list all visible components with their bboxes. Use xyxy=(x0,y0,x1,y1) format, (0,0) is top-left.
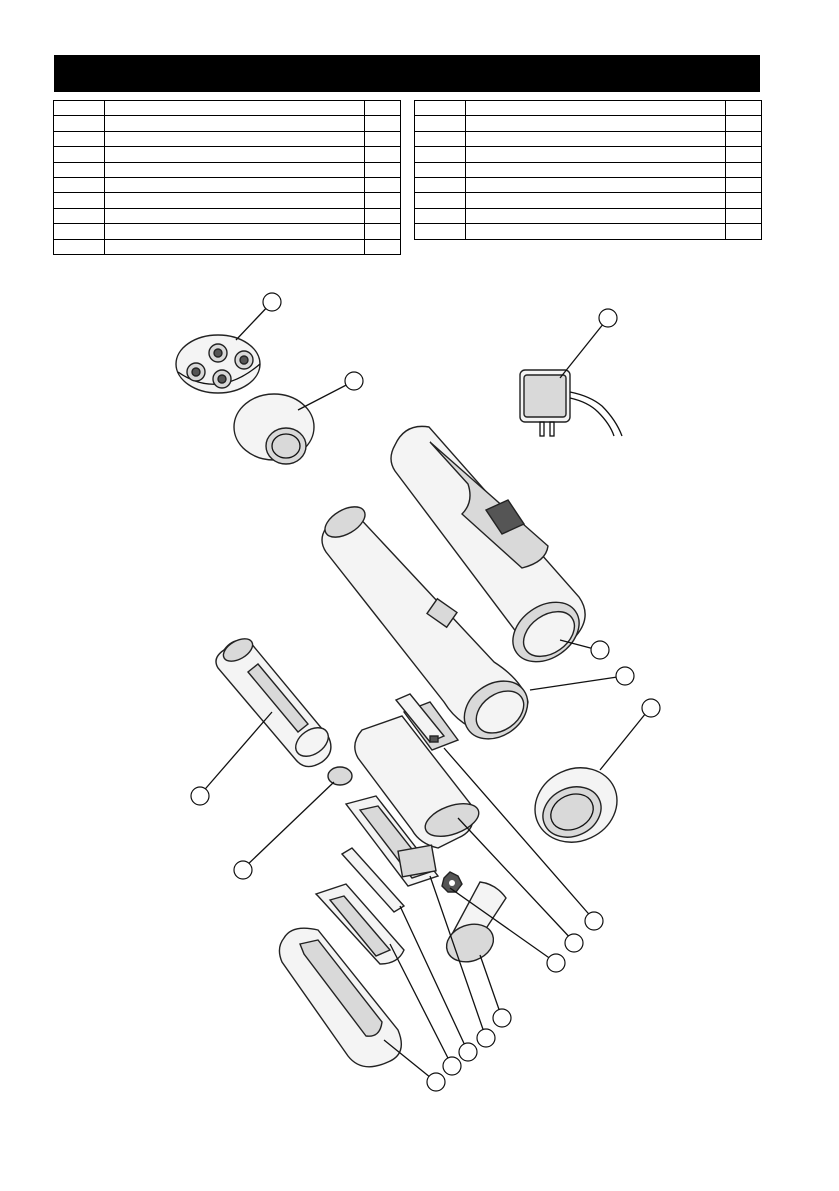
parts-cell-no xyxy=(54,147,105,162)
battery-sleeve xyxy=(216,634,334,766)
parts-cell-qty xyxy=(365,131,401,146)
parts-cell-no xyxy=(54,116,105,131)
chassis-callout xyxy=(585,912,603,930)
parts-cell-qty xyxy=(365,177,401,192)
parts-cell-desc xyxy=(105,101,365,116)
parts-cell-no xyxy=(54,193,105,208)
parts-cell-qty xyxy=(365,162,401,177)
parts-table-row xyxy=(415,208,762,223)
parts-cell-desc xyxy=(466,131,726,146)
parts-table-row xyxy=(54,101,401,116)
parts-cell-no xyxy=(54,177,105,192)
parts-table-row xyxy=(415,116,762,131)
parts-cell-no xyxy=(415,224,466,239)
parts-cell-qty xyxy=(726,116,762,131)
parts-cell-no xyxy=(54,239,105,254)
parts-table-right-body xyxy=(415,101,762,240)
parts-table-row xyxy=(54,116,401,131)
parts-cell-qty xyxy=(365,116,401,131)
parts-cell-no xyxy=(415,177,466,192)
parts-cell-qty xyxy=(365,224,401,239)
bottom-tray-callout xyxy=(443,1057,461,1075)
small-pcb-callout xyxy=(459,1043,477,1061)
parts-cell-no xyxy=(415,101,466,116)
parts-cell-desc xyxy=(105,162,365,177)
header-bar xyxy=(54,55,760,92)
parts-cell-desc xyxy=(466,162,726,177)
parts-cell-qty xyxy=(726,147,762,162)
handle-tip-cap xyxy=(176,335,260,393)
parts-table-left xyxy=(53,100,401,255)
charger-adapter xyxy=(520,370,622,436)
parts-cell-no xyxy=(415,116,466,131)
parts-cell-desc xyxy=(466,208,726,223)
parts-cell-desc xyxy=(466,224,726,239)
parts-cell-no xyxy=(415,147,466,162)
flashlight-cap-ring xyxy=(234,394,314,464)
parts-cell-desc xyxy=(466,116,726,131)
parts-cell-no xyxy=(54,101,105,116)
battery-tray-callout xyxy=(477,1029,495,1047)
flashlight-cap-callout xyxy=(345,372,363,390)
parts-cell-desc xyxy=(105,208,365,223)
parts-table-row xyxy=(415,101,762,116)
parts-cell-qty xyxy=(726,177,762,192)
lens-disc-callout xyxy=(234,861,252,879)
parts-cell-no xyxy=(415,208,466,223)
parts-cell-desc xyxy=(466,193,726,208)
parts-cell-no xyxy=(415,162,466,177)
parts-cell-no xyxy=(54,208,105,223)
parts-cell-qty xyxy=(726,193,762,208)
parts-table-row xyxy=(54,208,401,223)
parts-cell-desc xyxy=(466,147,726,162)
end-ring-callout xyxy=(642,699,660,717)
parts-cell-qty xyxy=(365,193,401,208)
parts-cell-desc xyxy=(105,177,365,192)
reflector-cone-callout xyxy=(493,1009,511,1027)
parts-cell-desc xyxy=(105,147,365,162)
parts-cell-desc xyxy=(105,116,365,131)
parts-table-row xyxy=(415,193,762,208)
handle-tip-callout xyxy=(263,293,281,311)
parts-cell-no xyxy=(54,131,105,146)
outer-handle-callout xyxy=(591,641,609,659)
exploded-parts-diagram xyxy=(0,270,839,1110)
charger-adapter-callout xyxy=(599,309,617,327)
parts-cell-qty xyxy=(365,147,401,162)
top-pcb-callout xyxy=(565,934,583,952)
parts-cell-no xyxy=(54,162,105,177)
parts-cell-no xyxy=(54,224,105,239)
parts-table-row xyxy=(415,131,762,146)
parts-table-row xyxy=(415,162,762,177)
parts-table-row xyxy=(54,131,401,146)
parts-table-right xyxy=(414,100,762,240)
reflector-cone xyxy=(441,882,506,968)
parts-cell-qty xyxy=(726,131,762,146)
parts-cell-desc xyxy=(105,131,365,146)
parts-cell-desc xyxy=(105,193,365,208)
parts-cell-desc xyxy=(466,177,726,192)
parts-cell-qty xyxy=(365,101,401,116)
parts-table-row xyxy=(54,177,401,192)
header-title xyxy=(55,65,67,82)
parts-table-row xyxy=(54,147,401,162)
battery-sleeve-callout xyxy=(191,787,209,805)
half-shell-callout xyxy=(427,1073,445,1091)
parts-table-row xyxy=(54,193,401,208)
end-ring xyxy=(523,755,630,856)
parts-table-row xyxy=(54,224,401,239)
parts-cell-qty xyxy=(726,101,762,116)
parts-cell-qty xyxy=(726,162,762,177)
parts-cell-qty xyxy=(365,239,401,254)
parts-table-left-body xyxy=(54,101,401,255)
parts-cell-qty xyxy=(726,224,762,239)
inner-tube-callout xyxy=(616,667,634,685)
parts-cell-no xyxy=(415,193,466,208)
parts-table-row xyxy=(415,224,762,239)
parts-cell-desc xyxy=(105,239,365,254)
lens-disc xyxy=(328,767,352,785)
parts-cell-desc xyxy=(105,224,365,239)
parts-cell-desc xyxy=(466,101,726,116)
parts-table-row xyxy=(54,239,401,254)
parts-cell-no xyxy=(415,131,466,146)
parts-cell-qty xyxy=(726,208,762,223)
reflector-star-callout xyxy=(547,954,565,972)
parts-table-row xyxy=(54,162,401,177)
parts-cell-qty xyxy=(365,208,401,223)
parts-table-row xyxy=(415,177,762,192)
parts-table-row xyxy=(415,147,762,162)
